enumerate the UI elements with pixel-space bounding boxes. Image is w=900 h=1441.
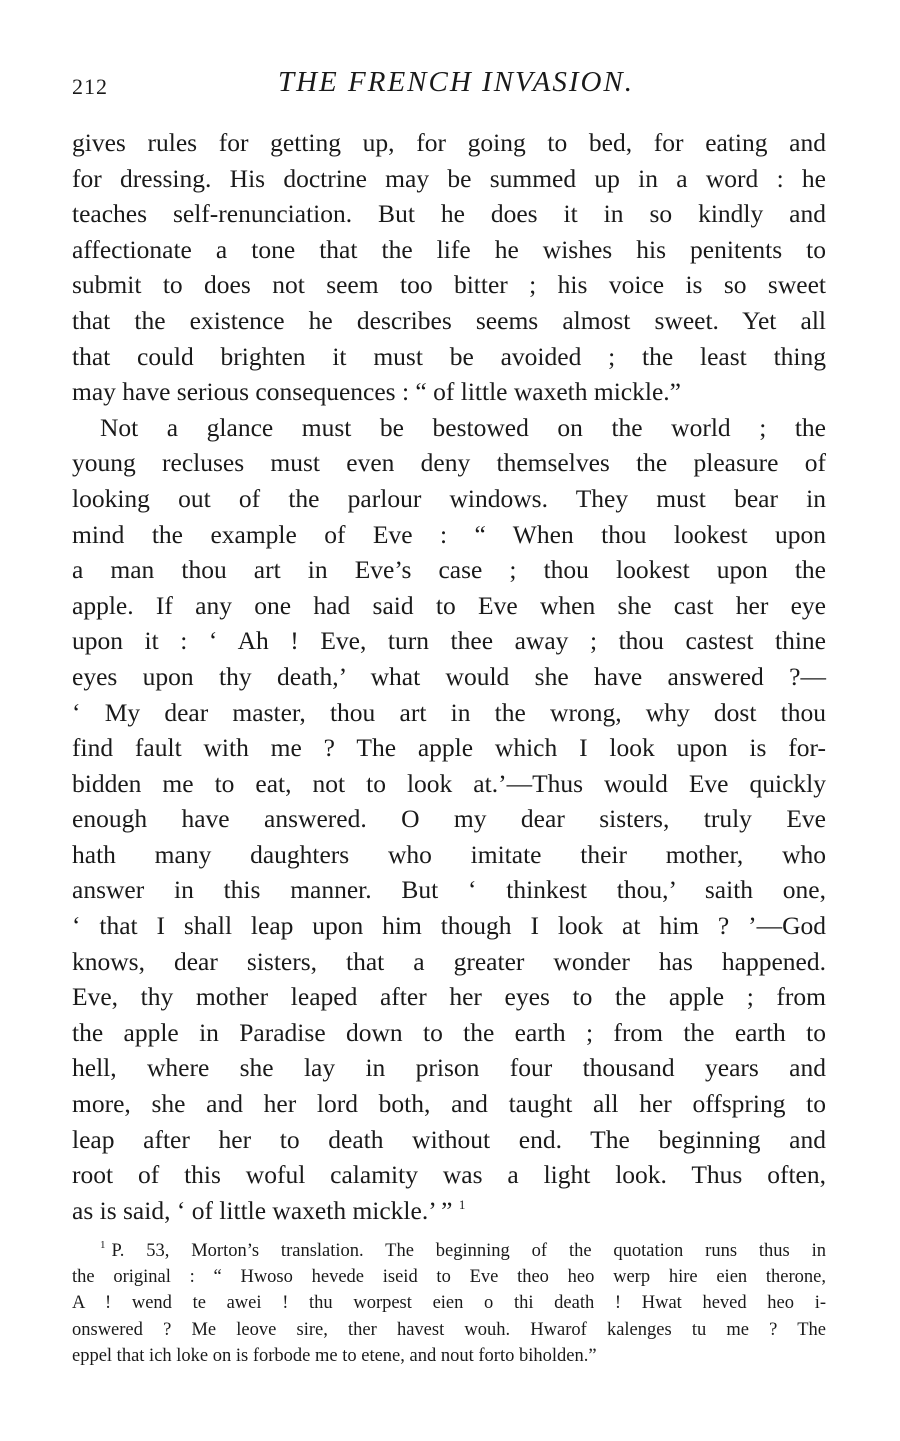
text-line: that the existence he describes seems almost sweet. Yet all	[72, 305, 826, 335]
text-line: may have serious consequences : “ of little waxeth mickle.”	[72, 377, 681, 407]
footnote-reference[interactable]: 1	[458, 1196, 466, 1212]
text-line: hell, where she lay in prison four thousand years and	[72, 1053, 826, 1083]
text-line-last	[72, 1193, 826, 1229]
text-line: bidden me to eat, not to look at.’—Thus would Eve quickly	[72, 768, 826, 798]
footnote-line: A ! wend te awei ! thu worpest eien o thi death ! Hwat heved heo i-	[72, 1293, 826, 1314]
running-title: THE FRENCH INVASION.	[277, 66, 635, 98]
text-line: looking out of the parlour windows. They must bear in	[72, 483, 826, 513]
text-line: for dressing. His doctrine may be summed up in a word : he	[72, 163, 826, 193]
footnote	[72, 1238, 826, 1369]
text-line: submit to does not seem too bitter ; his voice is so sweet	[72, 270, 826, 300]
footnote-line: eppel that ich loke on is forbode me to etene, and nout forto biholden.”	[72, 1345, 597, 1366]
text-line: leap after her to death without end. The beginning and	[72, 1124, 826, 1154]
text-line: hath many daughters who imitate their mother, who	[72, 839, 826, 869]
text-line: find fault with me ? The apple which I look upon is for-	[72, 733, 826, 763]
text-line: teaches self-renunciation. But he does it in so kindly and	[72, 199, 826, 229]
text-line: ‘ that I shall leap upon him though I look at him ? ’—God	[72, 911, 826, 941]
text-line: more, she and her lord both, and taught all her offspring to	[72, 1089, 826, 1119]
footnote-mark: 1	[100, 1239, 106, 1251]
footnote-line	[72, 1238, 826, 1264]
body-text	[72, 125, 826, 1228]
text-line: mind the example of Eve : “ When thou lookest upon	[72, 519, 826, 549]
text-line: Eve, thy mother leaped after her eyes to the apple ; from	[72, 982, 826, 1012]
text-line-content: as is said, ‘ of little waxeth mickle.’ ”	[72, 1195, 453, 1225]
footnote-line-content: P. 53, Morton’s translation. The beginning of the quotation runs thus in	[111, 1241, 826, 1261]
text-line: eyes upon thy death,’ what would she have answered ?—	[72, 661, 826, 691]
text-line: the apple in Paradise down to the earth ; from the earth to	[72, 1017, 826, 1047]
text-line: young recluses must even deny themselves the pleasure of	[72, 448, 826, 478]
text-line: root of this woful calamity was a light look. Thus often,	[72, 1160, 826, 1190]
text-line: gives rules for getting up, for going to bed, for eating and	[72, 128, 826, 157]
text-line: affectionate a tone that the life he wishes his penitents to	[72, 234, 826, 264]
text-line: enough have answered. O my dear sisters, truly Eve	[72, 804, 826, 834]
text-line: Not a glance must be bestowed on the world ; the	[100, 412, 826, 442]
page-header	[72, 66, 828, 106]
page-number: 212	[72, 74, 108, 99]
text-line: that could brighten it must be avoided ; the least thing	[72, 341, 826, 371]
text-line: ‘ My dear master, thou art in the wrong, why dost thou	[72, 697, 826, 727]
text-line: apple. If any one had said to Eve when she cast her eye	[72, 590, 826, 620]
text-line: answer in this manner. But ‘ thinkest thou,’ saith one,	[72, 875, 826, 905]
text-line: upon it : ‘ Ah ! Eve, turn thee away ; thou castest thine	[72, 626, 826, 656]
footnote-line: the original : “ Hwoso hevede iseid to Eve theo heo werp hire eien therone,	[72, 1267, 826, 1288]
footnote-line: onswered ? Me leove sire, ther havest wouh. Hwarof kalenges tu me ? The	[72, 1319, 826, 1340]
text-line: a man thou art in Eve’s case ; thou lookest upon the	[72, 555, 826, 585]
text-line: knows, dear sisters, that a greater wonder has happened.	[72, 946, 826, 976]
